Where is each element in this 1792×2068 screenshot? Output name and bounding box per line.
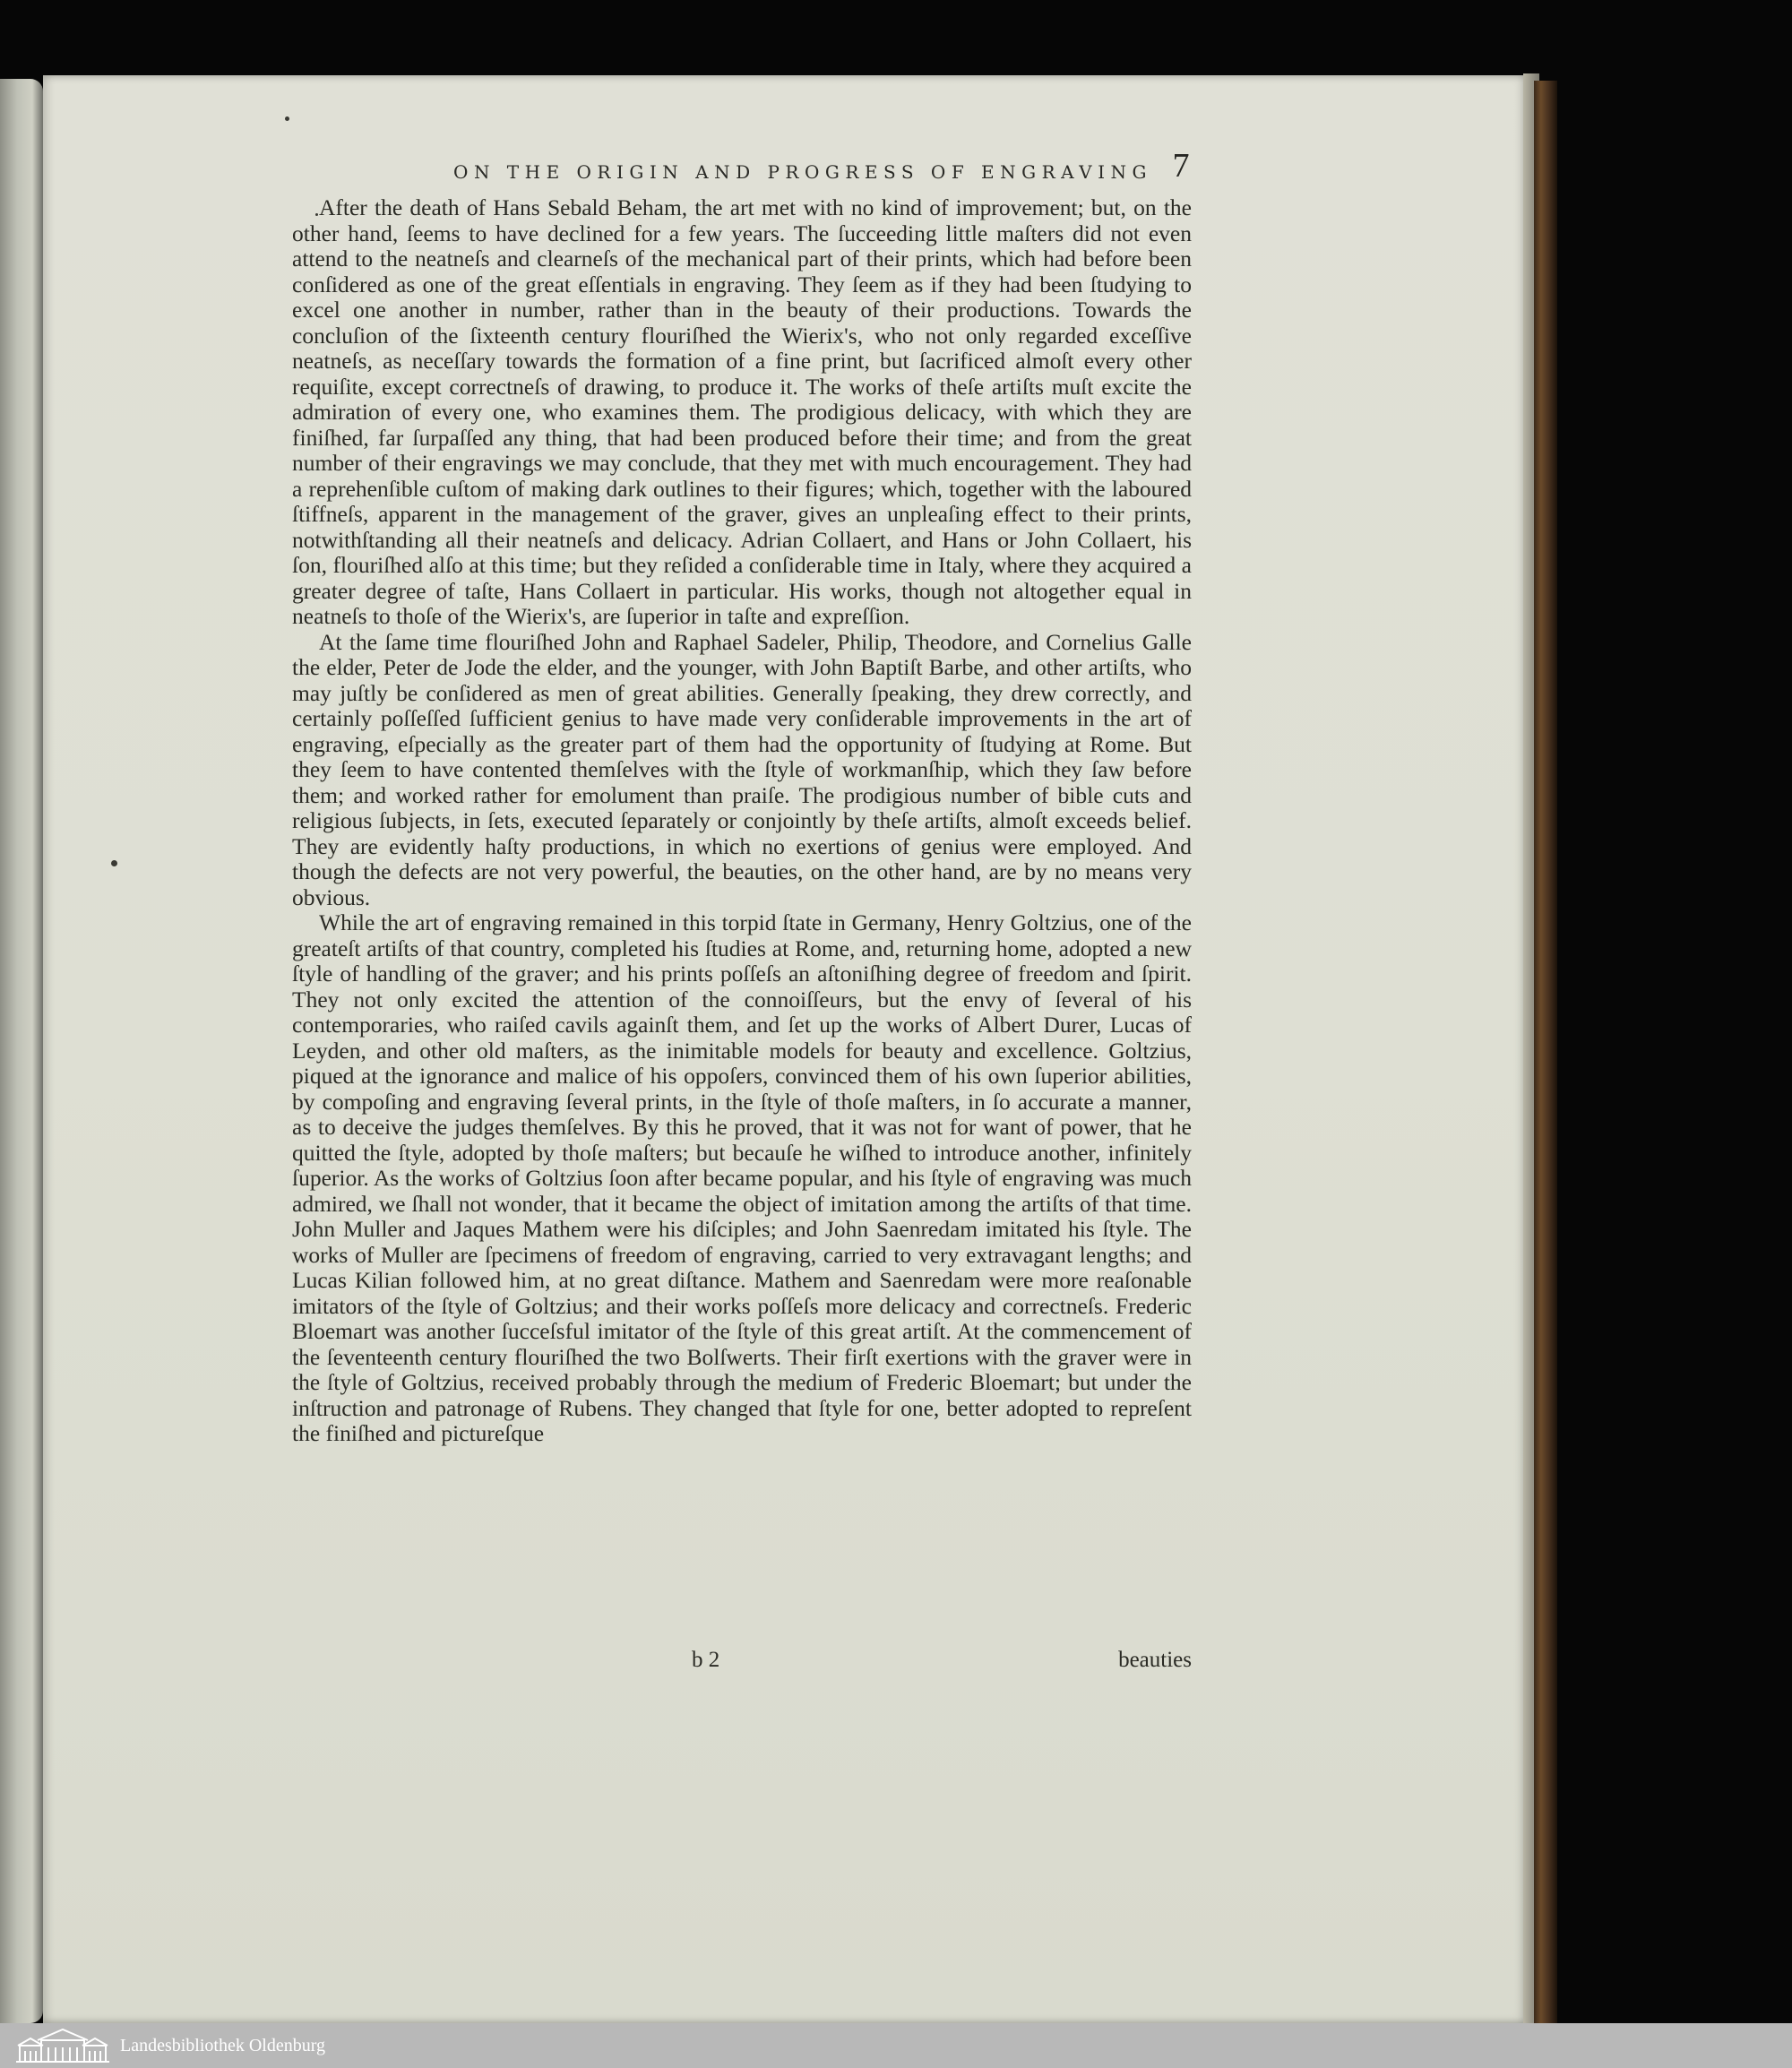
body-text [292,195,1192,1658]
paragraph: At the ſame time flouriſhed John and Raphael Sadeler, Philip, Theodore, and Cornelius Galle the elder, Peter de Jode the elder, and the younger, with John Baptiſt Barbe, and other artiſts, who may juſtly be conſidered as men of great abilities. Generally ſpeaking, they drew correctly, and certainly poſſeſſed ſufficient genius to have made very conſiderable improvements in the art of engraving, eſpecially as the greater part of them had the opportunity of ſtudying at Rome. But they ſeem to have contented themſelves with the ſtyle of workmanſhip, which they ſaw before them; and worked rather for emolument than praiſe. The prodigious number of bible cuts and religious ſubjects, in ſets, executed ſeparately or conjointly by theſe artiſts, almoſt exceeds belief. They are evidently haſty productions, in which no exertions of genius were employed. And though the defects are not very powerful, the beauties, on the other hand, are by no means very obvious. [292,628,1192,910]
paper-speck [111,860,117,866]
library-name[interactable]: Landesbibliothek Oldenburg [120,2036,326,2055]
paragraph: After the death of Hans Sebald Beham, the art met with no kind of improvement; but, on the other hand, ſeems to have declined for a few years. The ſucceeding little maſters did not even attend to the neatneſs and clearneſs of the mechanical part of their prints, which had before been conſidered as one of the great eſſentials in engraving. They ſeem as if they had been ſtudying to excel one another in number, rather than in the beauty of their productions. Towards the concluſion of the ſixteenth century flouriſhed the Wierix's, who not only regarded exceſſive neatneſs, as neceſſary towards the formation of a fine print, but ſacrificed almoſt every other requiſite, except correctneſs of drawing, to produce it. The works of theſe artiſts muſt excite the admiration of every one, who examines them. The prodigious delicacy, with which they are finiſhed, far ſurpaſſed any thing, that had been produced before their time; and from the great number of their engravings we may conclude, that they met with much encouragement. They had a reprehenſible cuſtom of making dark outlines to their figures; which, together with the laboured ſtiffneſs, apparent in the management of the graver, gives an unpleaſing effect to their prints, notwithſtanding all their neatneſs and delicacy. Adrian Collaert, and Hans or John Collaert, his ſon, flouriſhed alſo at this time; but they reſided a conſiderable time in Italy, where they acquired a greater degree of taſte, Hans Collaert in particular. His works, though not altogether equal in neatneſs to thoſe of the Wierix's, are ſuperior in taſte and expreſſion. [292,195,1192,629]
left-page-edge [0,79,43,2023]
paper-speck [285,116,289,121]
running-head: ON THE ORIGIN AND PROGRESS OF ENGRAVING [453,161,1152,183]
signature-mark: b 2 [692,1648,720,1672]
book-cover-edge [1534,81,1557,2023]
library-building-icon[interactable] [13,2026,113,2065]
page-number: 7 [1172,147,1190,185]
catchword: beauties [1118,1648,1192,1672]
paragraph: While the art of engraving remained in this torpid ſtate in Germany, Henry Goltzius, one of the greateſt artiſts of that country, completed his ſtudies at Rome, and, returning home, adopted a new ſtyle of handling of the graver; and his prints poſſeſs an aſtoniſhing degree of freedom and ſpirit. They not only excited the attention of the connoiſſeurs, but the envy of ſeveral of his contemporaries, who raiſed cavils againſt them, and ſet up the works of Albert Durer, Lucas of Leyden, and other old maſters, as the inimitable models for beauty and excellence. Goltzius, piqued at the ignorance and malice of his oppoſers, convinced them of his own ſuperior abilities, by compoſing and engraving ſeveral prints, in the ſtyle of thoſe maſters, in ſo accurate a manner, as to deceive the judges themſelves. By this he proved, that it was not for want of power, that he quitted the ſtyle, adopted by thoſe maſters; but becauſe he wiſhed to introduce another, infinitely ſuperior. As the works of Goltzius ſoon after became popular, and his ſtyle of engraving was much admired, we ſhall not wonder, that it became the object of imitation among the artiſts of that time. John Muller and Jaques Mathem were his diſciples; and John Saenredam imitated his ſtyle. The works of Muller are ſpecimens of freedom of engraving, carried to very extravagant lengths; and Lucas Kilian followed him, at no great diſtance. Mathem and Saenredam were more reaſonable imitators of the ſtyle of Goltzius; and their works poſſeſs more delicacy and correctneſs. Frederic Bloemart was another ſucceſsful imitator of the ſtyle of this great artiſt. At the commencement of the ſeventeenth century flouriſhed the two Bolſwerts. Their firſt exertions with the graver were in the ſtyle of Goltzius, received probably through the medium of Frederic Bloemart; but under the inſtruction and patronage of Rubens. They changed that ſtyle for one, better adopted to repreſent the finiſhed and pictureſque [292,909,1192,1446]
